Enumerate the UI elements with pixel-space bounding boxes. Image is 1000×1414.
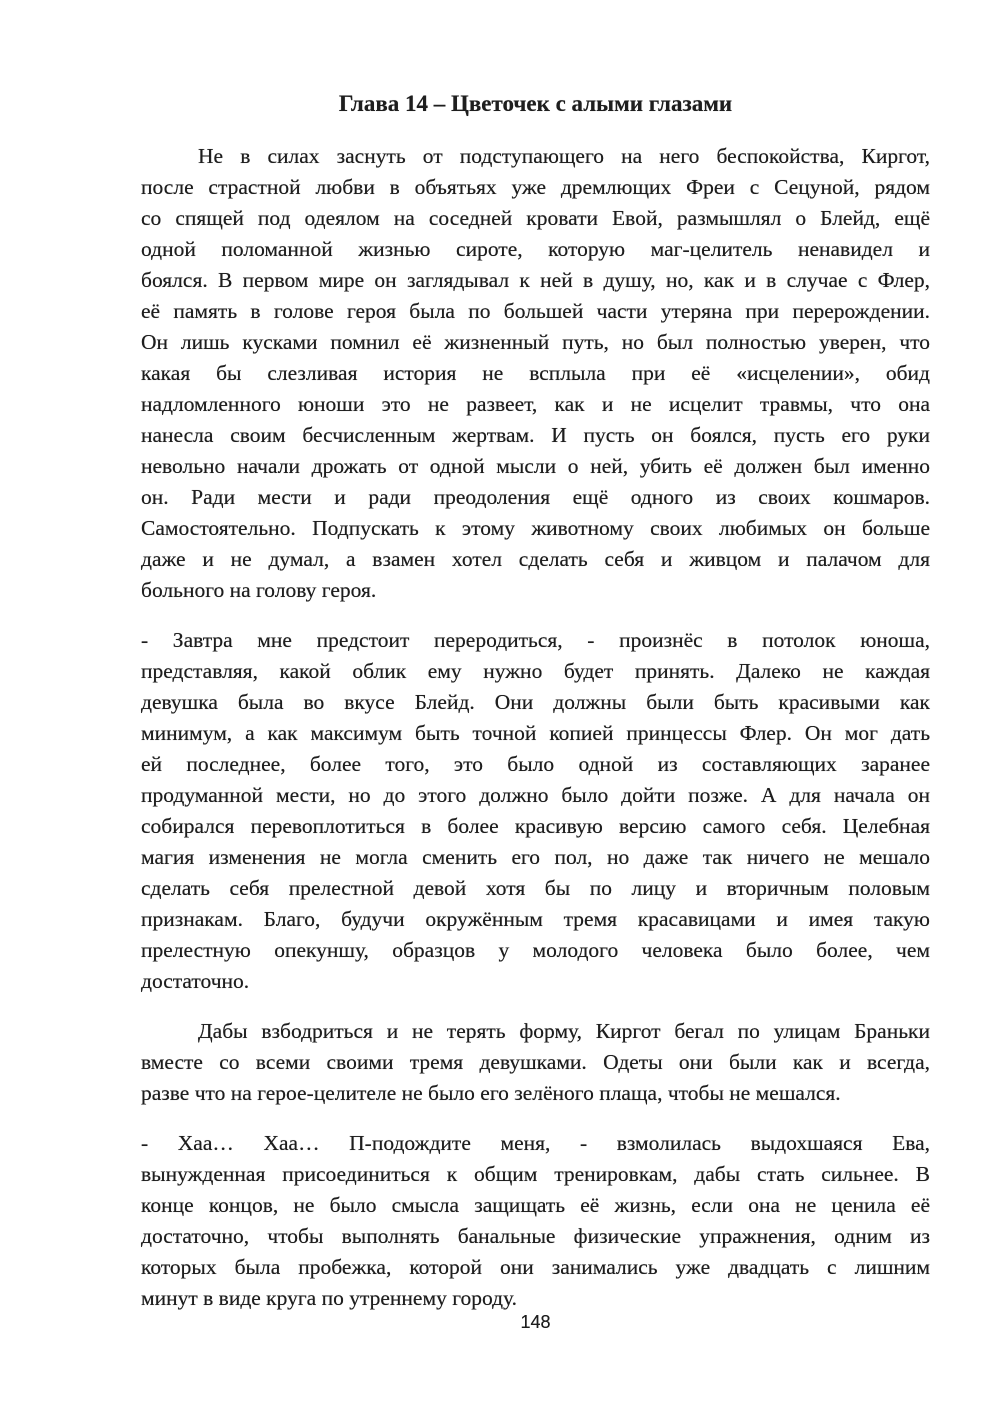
- page-number: 148: [520, 1312, 551, 1332]
- text-line: ей последнее, более того, это было одной из составляющих заранее: [141, 752, 930, 776]
- text-line: Не в силах заснуть от подступающего на него беспокойства, Киргот,: [198, 144, 930, 168]
- text-line: боялся. В первом мире он заглядывал к ней в душу, но, как и в случае с Флер,: [141, 268, 930, 292]
- text-line: признакам. Благо, будучи окружённым тремя красавицами и имея такую: [141, 907, 930, 931]
- text-line: - Хаа… Хаа… П-подождите меня, - взмолилась выдохшаяся Ева,: [141, 1131, 930, 1155]
- text-line: магия изменения не могла сменить его пол, но даже так ничего не мешало: [141, 845, 930, 869]
- paragraph: [141, 1016, 930, 1109]
- text-content: [141, 0, 930, 1332]
- text-line: Дабы взбодриться и не терять форму, Киргот бегал по улицам Браньки: [198, 1019, 930, 1043]
- text-line: какая бы слезливая история не всплыла при её «исцелении», обид: [141, 361, 930, 385]
- text-line: минимум, а как максимум быть точной копией принцессы Флер. Он мог дать: [141, 721, 930, 745]
- text-line: вместе со всеми своими тремя девушками. Одеты они были как и всегда,: [141, 1050, 930, 1074]
- text-line: минут в виде круга по утреннему городу.: [141, 1286, 518, 1310]
- text-line: собирался перевоплотиться в более красивую версию самого себя. Целебная: [141, 814, 930, 838]
- text-line: одной поломанной жизнью сироте, которую маг-целитель ненавидел и: [141, 237, 930, 261]
- text-line: её память в голове героя была по большей части утеряна при перерождении.: [141, 299, 930, 323]
- text-line: достаточно.: [141, 969, 250, 993]
- text-line: сделать себя прелестной девой хотя бы по лицу и вторичным половым: [141, 876, 930, 900]
- text-line: разве что на герое-целителе не было его зелёного плаща, чтобы не мешался.: [141, 1081, 841, 1105]
- text-line: Самостоятельно. Подпускать к этому животному своих любимых он больше: [141, 516, 930, 540]
- text-line: больного на голову героя.: [141, 578, 377, 602]
- text-line: достаточно, чтобы выполнять банальные физические упражнения, одним из: [141, 1224, 930, 1248]
- text-line: даже и не думал, а взамен хотел сделать себя и живцом и палачом для: [141, 547, 930, 571]
- paragraph: [141, 625, 930, 997]
- text-line: которых была пробежка, которой они занимались уже двадцать с лишним: [141, 1255, 930, 1279]
- text-line: девушка была во вкусе Блейд. Они должны были быть красивыми как: [141, 690, 930, 714]
- text-line: - Завтра мне предстоит переродиться, - произнёс в потолок юноша,: [141, 628, 930, 652]
- paragraph-list: [141, 141, 930, 1314]
- text-line: он. Ради мести и ради преодоления ещё одного из своих кошмаров.: [141, 485, 930, 509]
- chapter-title: Глава 14 – Цветочек с алыми глазами: [338, 91, 733, 116]
- text-line: вынужденная присоединиться к общим тренировкам, дабы стать сильнее. В: [141, 1162, 930, 1186]
- text-line: нанесла своим бесчисленным жертвам. И пусть он боялся, пусть его руки: [141, 423, 930, 447]
- text-line: Он лишь кусками помнил её жизненный путь, но был полностью уверен, что: [141, 330, 930, 354]
- text-line: прелестную опекуншу, образцов у молодого человека было более, чем: [141, 938, 930, 962]
- paragraph: [141, 1128, 930, 1314]
- text-line: надломленного юноши это не развеет, как и не исцелит травмы, что она: [141, 392, 930, 416]
- text-line: со спящей под одеялом на соседней кровати Евой, размышлял о Блейд, ещё: [141, 206, 930, 230]
- text-line: после страстной любви в объятьях уже дремлющих Фреи с Сецуной, рядом: [141, 175, 930, 199]
- text-line: невольно начали дрожать от одной мысли о ней, убить её должен был именно: [141, 454, 930, 478]
- text-line: продуманной мести, но до этого должно было дойти позже. А для начала он: [141, 783, 930, 807]
- text-line: представляя, какой облик ему нужно будет принять. Далеко не каждая: [141, 659, 930, 683]
- text-line: конце концов, не было смысла защищать её жизнь, если она не ценила её: [141, 1193, 930, 1217]
- paragraph: [141, 141, 930, 606]
